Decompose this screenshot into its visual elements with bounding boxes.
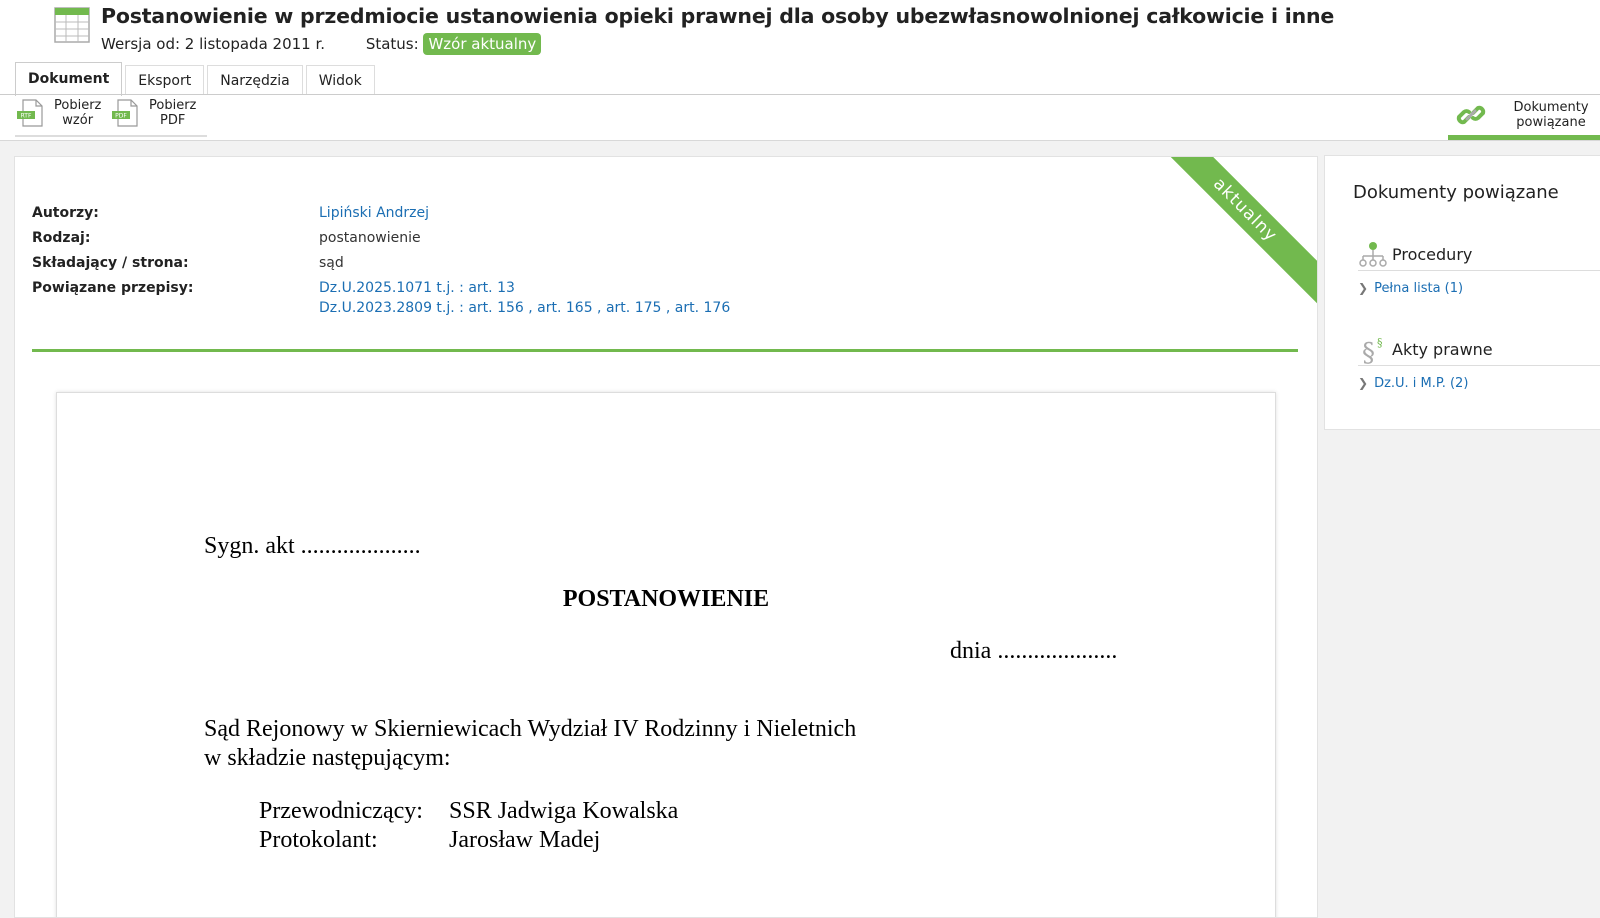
tab-widok[interactable]: Widok xyxy=(306,65,375,95)
table-document-icon xyxy=(54,7,90,43)
ribbon-tabs xyxy=(15,61,378,95)
svg-text:§: § xyxy=(1362,338,1375,365)
svg-text:RTF: RTF xyxy=(20,112,32,120)
download-pdf-button[interactable] xyxy=(111,98,196,128)
chevron-right-icon: ❯ xyxy=(1358,281,1369,295)
related-documents-label-2: powiązane xyxy=(1516,115,1586,130)
case-number: Sygn. akt .................... xyxy=(204,533,421,559)
prop-value: postanowienie xyxy=(319,230,421,246)
prop-label: Powiązane przepisy: xyxy=(32,280,194,296)
court-line-2: w składzie następującym: xyxy=(204,745,451,771)
author-link[interactable]: Lipiński Andrzej xyxy=(319,205,430,221)
document-date: dnia .................... xyxy=(950,638,1118,664)
prop-value: sąd xyxy=(319,255,344,271)
tab-eksport[interactable]: Eksport xyxy=(125,65,204,95)
document-heading: POSTANOWIENIE xyxy=(562,586,770,612)
separator: , xyxy=(523,300,538,316)
pdf-file-icon xyxy=(111,98,141,128)
separator: : xyxy=(454,280,469,296)
legal-acts-section[interactable] xyxy=(1358,331,1600,366)
document-panel xyxy=(14,156,1318,918)
link-text: Pełna lista (1) xyxy=(1374,281,1464,296)
chair-label: Przewodniczący: xyxy=(259,798,423,824)
chair-value: SSR Jadwiga Kowalska xyxy=(449,798,679,824)
procedures-label: Procedury xyxy=(1392,245,1473,264)
download-template-label-1: Pobierz xyxy=(54,98,102,113)
download-template-label-2: wzór xyxy=(62,113,94,128)
sidebar-title: Dokumenty powiązane xyxy=(1353,182,1559,203)
clerk-label: Protokolant: xyxy=(259,827,378,853)
hierarchy-icon xyxy=(1358,240,1388,270)
download-pdf-label-1: Pobierz xyxy=(149,98,197,113)
prop-label: Rodzaj: xyxy=(32,230,91,246)
document-header xyxy=(0,0,1600,141)
rtf-file-icon xyxy=(16,98,46,128)
current-ribbon: aktualny xyxy=(1142,156,1318,313)
regulation-line-2 xyxy=(319,300,730,316)
article-link[interactable]: art. 165 xyxy=(537,300,593,316)
legal-acts-link[interactable] xyxy=(1358,376,1468,391)
tab-narzedzia[interactable]: Narzędzia xyxy=(207,65,302,95)
status-badge: Wzór aktualny xyxy=(423,33,541,55)
toolbar-group-underline xyxy=(15,135,207,137)
prop-label: Autorzy: xyxy=(32,205,99,221)
act-link[interactable]: Dz.U.2025.1071 t.j. xyxy=(319,280,455,296)
download-template-button[interactable] xyxy=(16,98,101,128)
regulation-line-1 xyxy=(319,280,515,296)
tab-divider xyxy=(0,94,1600,95)
article-link[interactable]: art. 156 xyxy=(468,300,524,316)
related-documents-panel xyxy=(1324,155,1600,430)
chevron-right-icon: ❯ xyxy=(1358,376,1369,390)
version-status-line xyxy=(101,33,541,55)
article-link[interactable]: art. 176 xyxy=(674,300,731,316)
separator: , xyxy=(661,300,675,316)
paragraph-icon xyxy=(1358,335,1388,365)
separator: : xyxy=(454,300,469,316)
header-divider xyxy=(0,140,1600,141)
related-documents-label-1: Dokumenty xyxy=(1513,100,1589,115)
court-line-1: Sąd Rejonowy w Skierniewicach Wydział IV Rodzinny i Nieletnich xyxy=(204,716,857,742)
page-title: Postanowienie w przedmiocie ustanowienia opieki prawnej dla osoby ubezwłasnowolnionej całkowicie i inne xyxy=(101,4,1335,28)
related-documents-button[interactable] xyxy=(1448,98,1600,140)
act-link[interactable]: Dz.U.2023.2809 t.j. xyxy=(319,300,455,316)
separator: , xyxy=(592,300,606,316)
link-text: Dz.U. i M.P. (2) xyxy=(1374,376,1469,391)
prop-label: Składający / strona: xyxy=(32,255,189,271)
version-label: Wersja od: 2 listopada 2011 r. xyxy=(101,35,326,53)
status-label: Status: xyxy=(365,35,419,53)
download-pdf-label-2: PDF xyxy=(160,113,186,128)
procedures-section[interactable] xyxy=(1358,236,1600,271)
article-link[interactable]: art. 13 xyxy=(468,280,515,296)
legal-acts-label: Akty prawne xyxy=(1392,340,1493,359)
procedures-full-list-link[interactable] xyxy=(1358,281,1463,296)
properties-divider xyxy=(32,349,1298,352)
article-link[interactable]: art. 175 xyxy=(605,300,662,316)
document-preview xyxy=(56,392,1276,918)
clerk-value: Jarosław Madej xyxy=(449,827,601,853)
link-chain-icon xyxy=(1456,100,1486,130)
tab-dokument[interactable]: Dokument xyxy=(15,62,122,96)
svg-text:§: § xyxy=(1377,336,1383,349)
svg-text:PDF: PDF xyxy=(115,112,127,120)
